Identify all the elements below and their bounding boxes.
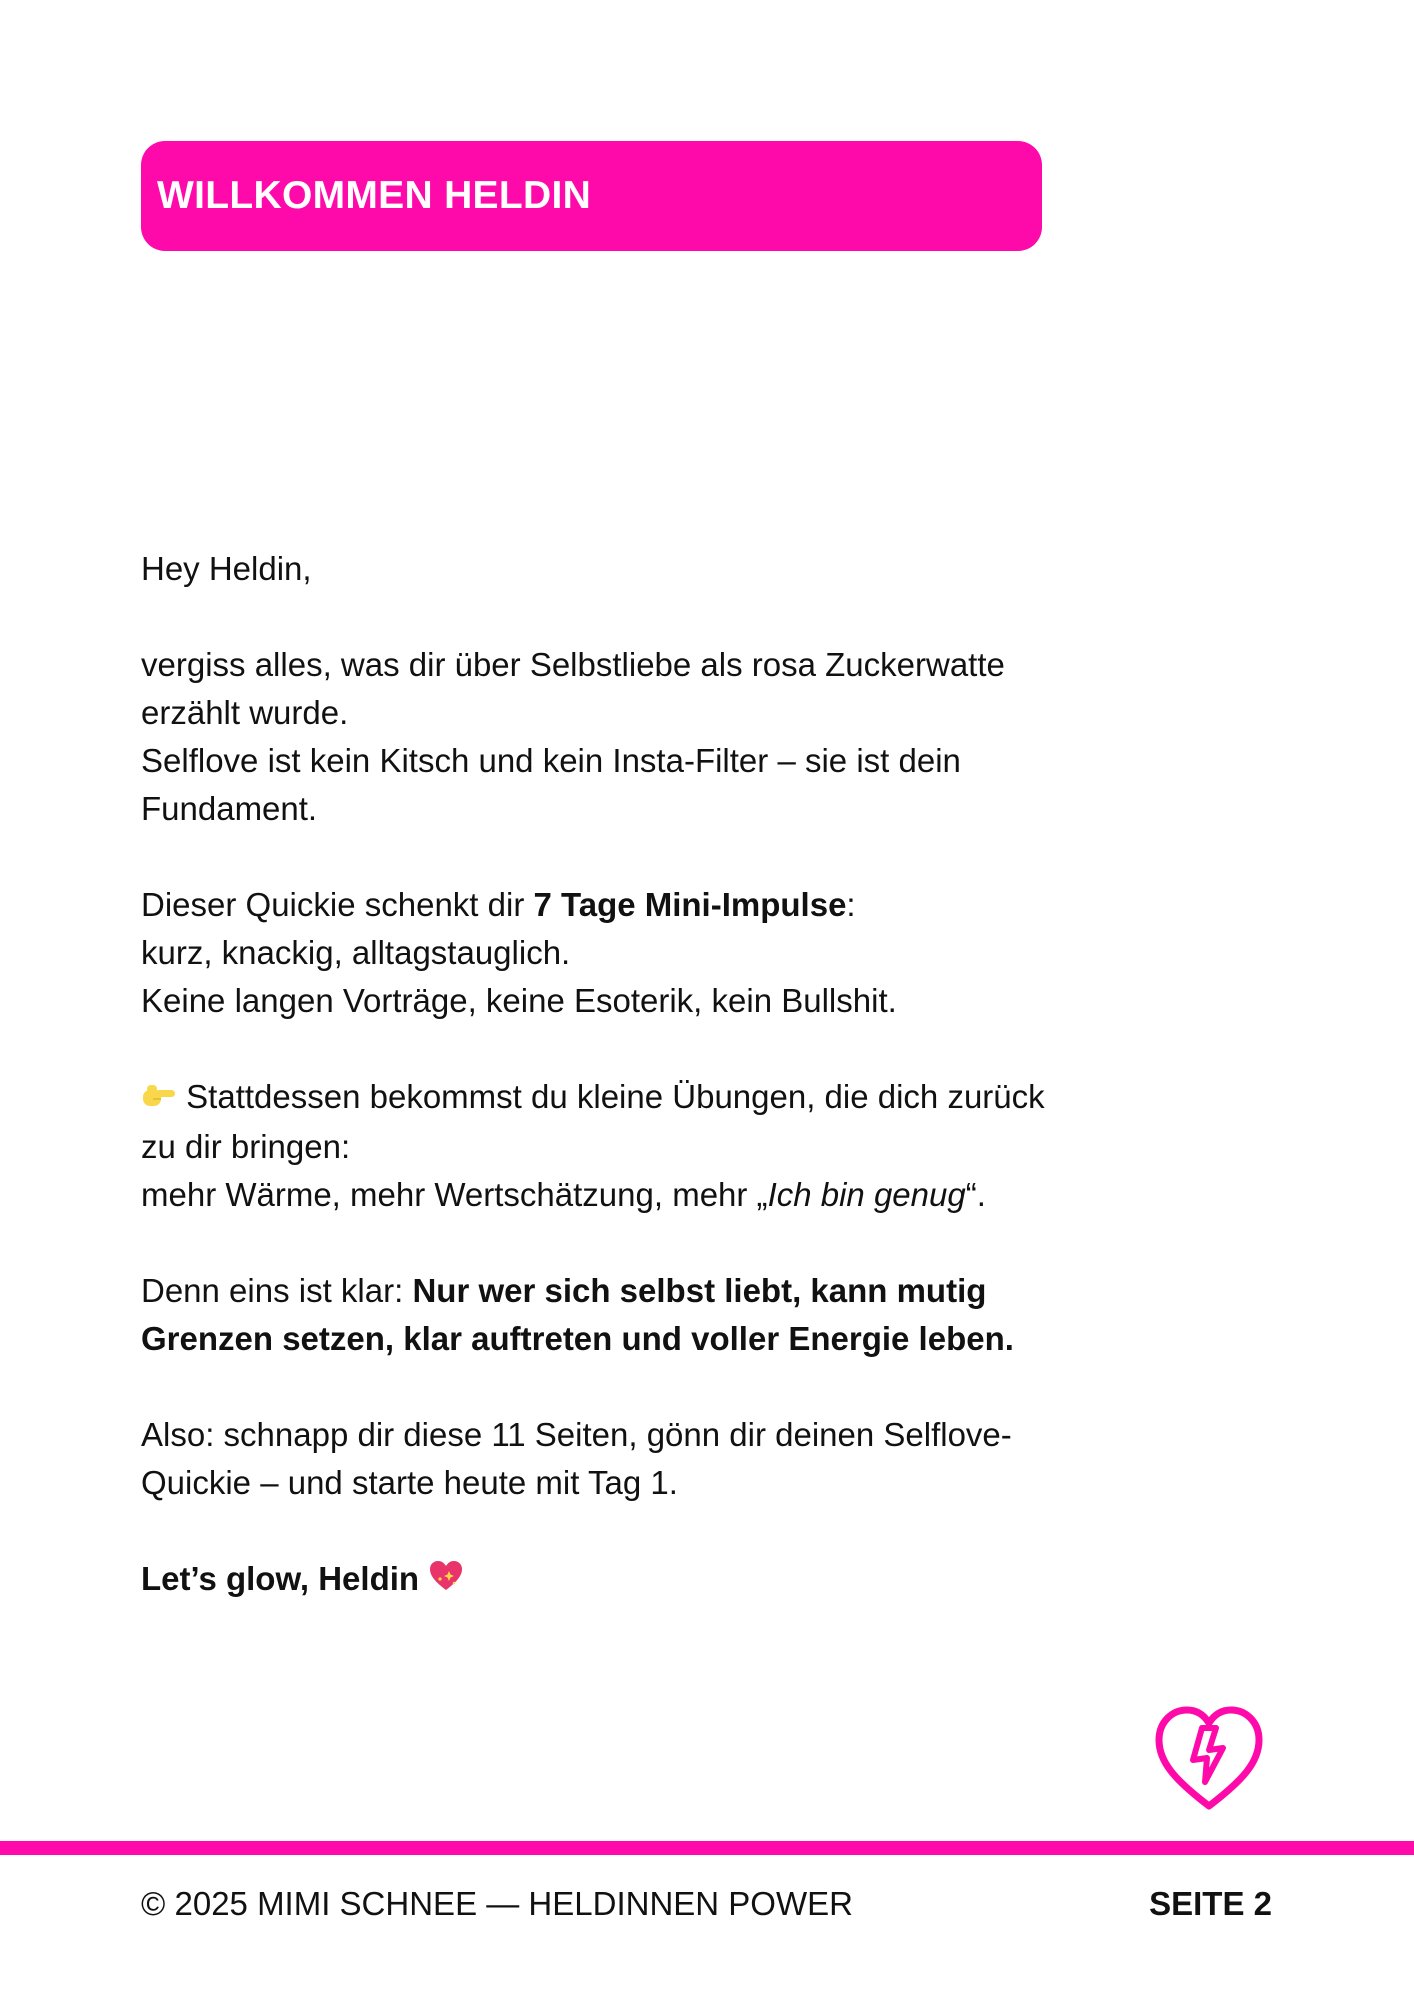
p1-line1: vergiss alles, was dir über Selbstliebe als rosa Zuckerwatte (141, 646, 1005, 683)
paragraph-intro (141, 641, 1291, 833)
p2-line3: Keine langen Vorträge, keine Esoterik, kein Bullshit. (141, 982, 897, 1019)
p3-line3-end: “. (965, 1176, 986, 1214)
signoff-text: Let’s glow, Heldin (141, 1560, 429, 1598)
page-number: SEITE 2 (1149, 1885, 1272, 1922)
p2-intro: Dieser Quickie schenkt dir (141, 886, 534, 923)
signoff (141, 1555, 1291, 1605)
p1-line4: Fundament. (141, 790, 318, 827)
p4-bold1: Nur wer sich selbst liebt, kann mutig (412, 1272, 987, 1310)
page-title: WILLKOMMEN HELDIN (157, 174, 592, 217)
p2-line2: kurz, knackig, alltagstauglich. (141, 934, 571, 971)
p5-line2: Quickie – und starte heute mit Tag 1. (141, 1464, 678, 1502)
p2-bold: 7 Tage Mini-Impulse (533, 886, 847, 923)
p3-line1: Stattdessen bekommst du kleine Übungen, die dich zurück (177, 1078, 1045, 1115)
p3-line2: zu dir bringen: (141, 1128, 351, 1166)
p1-line2: erzählt wurde. (141, 694, 349, 731)
p5-line1: Also: schnapp dir diese 11 Seiten, gönn dir deinen Selflove- (141, 1416, 1012, 1454)
sparkling-heart-icon (428, 1558, 464, 1606)
p2-colon: : (846, 886, 856, 923)
footer-divider (0, 1841, 1414, 1855)
p3-line3-start: mehr Wärme, mehr Wertschätzung, mehr „ (141, 1176, 768, 1214)
p4-intro: Denn eins ist klar: (141, 1272, 413, 1310)
title-banner (141, 141, 1042, 251)
p1-line3: Selflove ist kein Kitsch und kein Insta-Filter – sie ist dein (141, 742, 961, 779)
p3-line3-italic: Ich bin genug (767, 1176, 966, 1214)
paragraph-offer (141, 881, 1291, 1025)
paragraph-claim (141, 1267, 1291, 1363)
paragraph-exercises (141, 1073, 1291, 1219)
greeting (141, 545, 1291, 593)
paragraph-call-to-action (141, 1411, 1291, 1507)
greeting-text: Hey Heldin, (141, 550, 312, 587)
backhand-index-pointing-right-icon (141, 1075, 177, 1123)
letter-body (141, 545, 1291, 1606)
lightning-heart-logo (1153, 1702, 1265, 1814)
footer-copyright: © 2025 MIMI SCHNEE — HELDINNEN POWER (141, 1885, 853, 1922)
p4-bold2: Grenzen setzen, klar auftreten und voller Energie leben. (141, 1320, 1014, 1358)
